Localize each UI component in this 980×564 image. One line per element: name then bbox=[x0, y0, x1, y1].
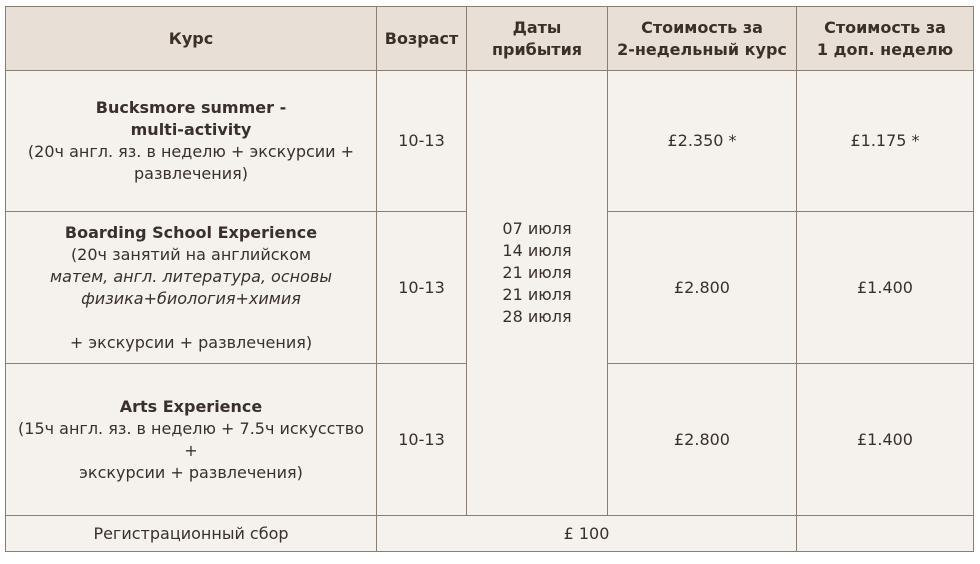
header-row bbox=[6, 7, 974, 71]
registration-fee-value: £ 100 bbox=[377, 516, 797, 552]
course-cell bbox=[6, 364, 377, 516]
price-extra-week-cell: £1.400 bbox=[797, 364, 974, 516]
course-cell bbox=[6, 212, 377, 364]
spacer bbox=[9, 310, 373, 332]
arrival-dates-cell bbox=[467, 71, 608, 516]
course-name: Bucksmore summer - bbox=[95, 98, 287, 117]
age-cell: 10-13 bbox=[377, 364, 467, 516]
header-price-extra-week: Стоимость за 1 доп. неделю bbox=[797, 7, 974, 71]
course-name: Arts Experience bbox=[119, 396, 263, 416]
header-age: Возраст bbox=[377, 7, 467, 71]
price-2-weeks-cell: £2.350 * bbox=[608, 71, 797, 212]
course-name: multi-activity bbox=[130, 120, 252, 139]
arrival-date: 21 июля bbox=[502, 285, 572, 304]
age-cell: 10-13 bbox=[377, 212, 467, 364]
price-2-weeks-cell: £2.800 bbox=[608, 212, 797, 364]
arrival-date: 14 июля bbox=[502, 241, 572, 260]
age-cell: 10-13 bbox=[377, 71, 467, 212]
empty-cell bbox=[797, 516, 974, 552]
arrival-date: 28 июля bbox=[502, 307, 572, 326]
header-price-2-weeks: Стоимость за 2-недельный курс bbox=[608, 7, 797, 71]
price-extra-week-cell: £1.400 bbox=[797, 212, 974, 364]
course-cell bbox=[6, 71, 377, 212]
course-description: матем, англ. литература, основы bbox=[50, 266, 332, 286]
price-extra-week-cell: £1.175 * bbox=[797, 71, 974, 212]
course-description: физика+биология+химия bbox=[81, 288, 301, 308]
course-price-table bbox=[5, 6, 974, 552]
arrival-date: 21 июля bbox=[502, 263, 572, 282]
header-dates: Даты прибытия bbox=[467, 7, 608, 71]
table-row bbox=[6, 71, 974, 212]
arrival-date: 07 июля bbox=[502, 219, 572, 238]
registration-fee-row bbox=[6, 516, 974, 552]
course-description: (20ч занятий на английском bbox=[70, 244, 312, 264]
course-description: развлечения) bbox=[134, 164, 248, 183]
price-2-weeks-cell: £2.800 bbox=[608, 364, 797, 516]
course-description: экскурсии + развлечения) bbox=[79, 462, 303, 482]
course-description: + экскурсии + развлечения) bbox=[69, 332, 313, 352]
course-name: Boarding School Experience bbox=[64, 222, 318, 242]
course-description: (15ч англ. яз. в неделю + 7.5ч искусство + bbox=[18, 418, 364, 460]
registration-fee-label: Регистрационный сбор bbox=[6, 516, 377, 552]
course-description: (20ч англ. яз. в неделю + экскурсии + bbox=[27, 142, 355, 161]
header-course: Курс bbox=[6, 7, 377, 71]
